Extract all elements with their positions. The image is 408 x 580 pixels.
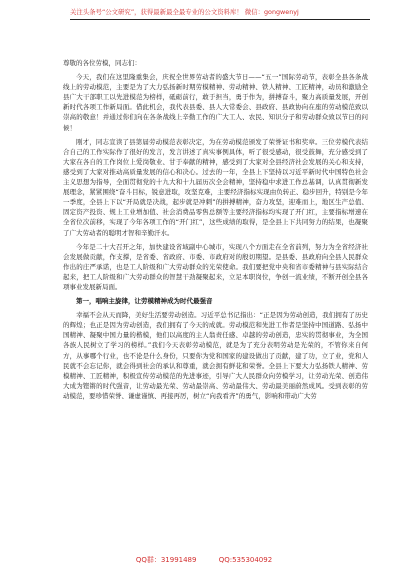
document-body [63, 58, 368, 401]
salutation: 尊敬的各位劳模，同志们： [63, 59, 141, 67]
section-heading: 第一，唱响主旋律，让劳模精神成为时代最强音 [76, 297, 213, 306]
paragraph-mission: 今年是二十大召开之年，加快建设省域副中心城市，实现八个方面走在全省前列，努力为全省经济社会发展做贡献，作支撑，是省委、省政府、市委、市政府对的殷切期望。是县委、县政府向全县人民群众作出的庄严承诺，也是工人阶级和广大劳动群众的光荣使命。我们要把党中央和省市委精神与县实际结合起来，把工人阶级和广大劳动群众的智慧干劲凝聚起来，立足本职岗位，争创一流业绩，不断开创全县各项事业发展新局面。 [63, 242, 368, 291]
header-divider [70, 19, 370, 20]
footer-qq-group: QQ群：31991489 [135, 556, 197, 564]
footer [0, 555, 408, 565]
header-banner: 关注头条号“公文研究”，获得最新最全最专业的公文资料库！ 微信：gongwenyj [70, 8, 299, 16]
paragraph-opening: 今天，我们在这里隆重集会，庆祝全世界劳动者的盛大节日——“五一”国际劳动节，表彰全县各条战线上的劳动模范，主要是为了大力弘扬新时期劳模精神、劳动精神、铁人精神、工匠精神，动员和激励全县广大干部职工以先进模范为榜样，砥砺前行，敢于担当，勇于作为，拼搏奋斗，聚力高质量发展，开创新时代各项工作新局面。借此机会，我代表县委、县人大常委会、县政府、县政协向在座的劳动模范致以崇高的敬意！并通过你们向在各条战线上辛勤工作的广大工人、农民、知识分子和劳动群众致以节日的问候！ [63, 73, 368, 132]
paragraph-labor: 幸福不会从天而降，美好生活要劳动创造。习近平总书记指出：“正是因为劳动创造，我们拥有了历史的辉煌；也正是因为劳动创造，我们拥有了今天的成就。劳动模范和先进工作者是坚持中国道路、弘扬中国精神、凝聚中国力量的楷模，他们以高度的主人翁责任感、卓越的劳动创造，忠实的贯彻事业，为全国各族人民树立了学习的榜样。”我们今天表彰劳动模范，就是为了充分表明劳动是光荣的，不管你来自何方，从事哪个行业，也不论是什么身份，只要你为党和国家的建设做出了贡献，建了功，立了业，党和人民就不会忘记你，就会得到社会的承认和尊重，就会拥有鲜花和荣誉。全县上下要大力弘扬铁人精神、劳模精神、工匠精神，积极宣传劳动模范的先进事迹，引导广大人民群众向劳模学习，让劳动光荣、创造伟大成为铿锵的时代强音，让劳动最光荣、劳动最崇高、劳动最伟大、劳动最美丽蔚然成风。受到表彰的劳动模范，要珍惜荣誉、谦虚谨慎、再接再厉，树立“向我看齐”的勇气，影响和带动广大劳 [63, 311, 368, 400]
footer-qq: QQ:535304092 [218, 556, 273, 564]
paragraph-achievements: 刚才，同志宣读了县第届劳动模范表彰决定，为在劳动模范颁发了荣誉证书和奖章。三位劳模代表结合自己的工作实际作了很好的发言，发言讲述了真实事例具体，听了很受感动，很受鼓舞，充分感受到了大家在各自的工作岗位上爱岗敬业、甘于奉献的精神，感受到了大家对全县经济社会发展的关心和支持，感受到了大家对推动高质量发展的信心和决心。过去的一年，全县上下坚持以习近平新时代中国特色社会主义思想为指导，全面贯彻党的十九大和十九届历次全会精神，坚持稳中求进工作总基调，认真贯彻新发展理念，紧紧围绕“奋斗目标，锐意进取，攻坚克难，主要经济指标实现由负转正、稳步回升，特别是今年一季度，全县上下以“开局就是决战，起步就是冲刺”的拼搏精神，奋力攻坚，迎难而上，地区生产总值、固定资产投资、规上工业增加值、社会消费品零售总额等主要经济指标均实现了开门红，主要指标增速在全省位次前移，实现了今年各项工作的“开门红”，这些成绩的取得，是全县上下共同努力的结果，也凝聚了广大劳动者的聪明才智和辛勤汗水。 [63, 137, 368, 237]
